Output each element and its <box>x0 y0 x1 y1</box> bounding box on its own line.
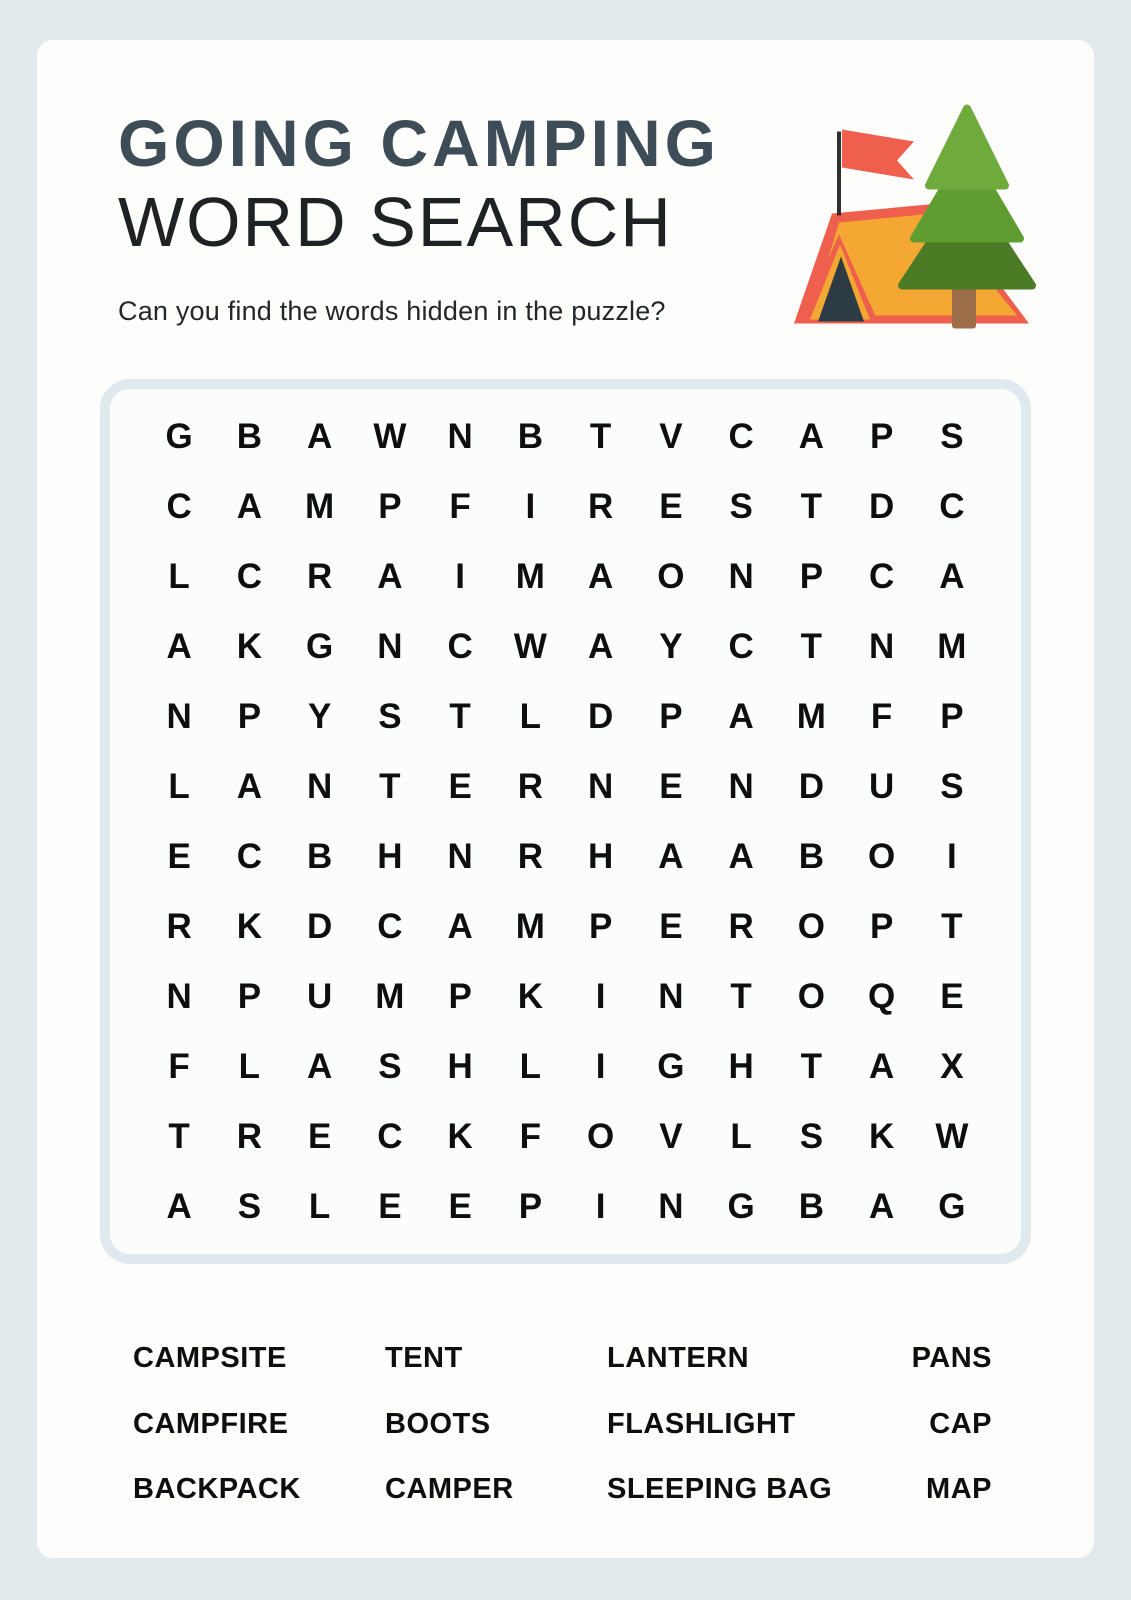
grid-letter-r1c7: T <box>589 417 612 456</box>
word-list-item-backpack: BACKPACK <box>133 1473 301 1505</box>
grid-letter-r9c2: P <box>237 977 262 1016</box>
grid-letter-r10c5: H <box>447 1047 473 1086</box>
grid-letter-r8c6: M <box>515 907 545 946</box>
grid-letter-r9c12: E <box>940 977 964 1016</box>
grid-letter-r4c3: G <box>306 627 334 666</box>
grid-letter-r12c11: A <box>868 1187 895 1226</box>
grid-letter-r9c3: U <box>306 977 333 1016</box>
grid-letter-r8c9: R <box>728 907 754 946</box>
grid-letter-r7c10: B <box>798 837 825 876</box>
grid-letter-r3c9: N <box>728 557 754 596</box>
grid-letter-r3c12: A <box>939 557 965 596</box>
grid-letter-r5c7: D <box>587 697 614 736</box>
grid-letter-r9c5: P <box>448 977 472 1016</box>
grid-letter-r6c6: R <box>517 767 544 806</box>
grid-letter-r9c8: N <box>658 977 684 1016</box>
grid-letter-r4c12: M <box>937 627 967 666</box>
grid-letter-r10c1: F <box>168 1047 190 1086</box>
grid-letter-r9c4: M <box>375 977 405 1016</box>
grid-letter-r1c8: V <box>659 417 683 456</box>
grid-letter-r2c1: C <box>166 487 192 526</box>
grid-letter-r11c1: T <box>168 1117 190 1156</box>
grid-letter-r3c2: C <box>236 557 263 596</box>
grid-letter-r3c10: P <box>799 557 824 596</box>
grid-letter-r2c4: P <box>378 487 402 526</box>
grid-letter-r9c6: K <box>517 977 544 1016</box>
grid-letter-r10c2: L <box>238 1047 261 1086</box>
word-list-item-lantern: LANTERN <box>607 1342 750 1374</box>
grid-letter-r7c1: E <box>167 837 191 876</box>
worksheet-page <box>37 40 1094 1558</box>
grid-letter-r5c2: P <box>237 697 262 736</box>
grid-letter-r10c8: G <box>657 1047 685 1086</box>
grid-letter-r11c12: W <box>935 1117 969 1156</box>
grid-letter-r5c3: Y <box>307 697 332 736</box>
grid-letter-r6c5: E <box>448 767 472 806</box>
grid-letter-r10c12: X <box>940 1047 964 1086</box>
grid-letter-r8c3: D <box>306 907 333 946</box>
grid-letter-r1c9: C <box>728 417 754 456</box>
grid-letter-r7c6: R <box>517 837 544 876</box>
puzzle-instructions: Can you find the words hidden in the puzzle? <box>118 296 666 326</box>
grid-letter-r2c2: A <box>236 487 263 526</box>
word-list-item-campsite: CAMPSITE <box>133 1342 287 1374</box>
word-list-item-camper: CAMPER <box>385 1473 514 1505</box>
grid-letter-r5c6: L <box>519 697 542 736</box>
grid-letter-r12c4: E <box>378 1187 402 1226</box>
grid-letter-r8c12: T <box>941 907 963 946</box>
grid-letter-r1c11: P <box>869 417 894 456</box>
grid-letter-r11c7: O <box>587 1117 615 1156</box>
grid-letter-r4c6: W <box>513 627 547 666</box>
grid-letter-r12c10: B <box>798 1187 825 1226</box>
grid-letter-r7c8: A <box>658 837 684 876</box>
word-search-grid-card <box>100 379 1031 1264</box>
grid-letter-r10c3: A <box>306 1047 333 1086</box>
grid-letter-r5c10: M <box>796 697 826 736</box>
grid-letter-r4c4: N <box>377 627 403 666</box>
grid-letter-r3c8: O <box>657 557 685 596</box>
grid-letter-r7c4: H <box>377 837 403 876</box>
grid-letter-r8c10: O <box>797 907 825 946</box>
grid-letter-r1c5: N <box>447 417 473 456</box>
grid-letter-r8c11: P <box>869 907 894 946</box>
grid-letter-r1c4: W <box>373 417 407 456</box>
grid-letter-r3c6: M <box>515 557 545 596</box>
grid-letter-r1c12: S <box>940 417 964 456</box>
grid-letter-r11c9: L <box>730 1117 752 1156</box>
grid-letter-r4c11: N <box>868 627 895 666</box>
grid-letter-r11c2: R <box>236 1117 263 1156</box>
grid-letter-r11c5: K <box>447 1117 473 1156</box>
page-title-line1: GOING CAMPING <box>118 106 721 180</box>
grid-letter-r4c7: A <box>587 627 614 666</box>
grid-letter-r2c3: M <box>305 487 335 526</box>
word-list-item-map: MAP <box>926 1473 992 1505</box>
flag-icon <box>839 130 914 216</box>
grid-letter-r7c5: N <box>447 837 473 876</box>
grid-letter-r5c11: F <box>870 697 893 736</box>
grid-letter-r7c9: A <box>728 837 754 876</box>
grid-letter-r3c3: R <box>306 557 333 596</box>
grid-letter-r2c8: E <box>659 487 683 526</box>
grid-letter-r7c3: B <box>306 837 333 876</box>
grid-letter-r4c8: Y <box>659 627 683 666</box>
grid-letter-r12c5: E <box>448 1187 472 1226</box>
grid-letter-r12c7: I <box>595 1187 606 1226</box>
grid-letter-r12c1: A <box>166 1187 192 1226</box>
grid-letter-r2c9: S <box>729 487 753 526</box>
word-list-item-pans: PANS <box>911 1342 992 1374</box>
grid-letter-r12c9: G <box>727 1187 755 1226</box>
grid-letter-r1c3: A <box>306 417 333 456</box>
word-list-item-cap: CAP <box>929 1407 992 1440</box>
grid-letter-r4c1: A <box>166 627 192 666</box>
grid-letter-r6c2: A <box>236 767 263 806</box>
grid-letter-r8c4: C <box>377 907 403 946</box>
grid-letter-r5c1: N <box>166 697 192 736</box>
word-list <box>133 1343 992 1540</box>
grid-letter-r6c10: D <box>798 767 825 806</box>
grid-letter-r2c12: C <box>939 487 965 526</box>
grid-letter-r8c8: E <box>659 907 683 946</box>
grid-letter-r2c5: F <box>449 487 471 526</box>
word-list-item-sleeping-bag: SLEEPING BAG <box>607 1473 833 1505</box>
word-search-letter-grid <box>110 389 1021 1254</box>
grid-letter-r2c11: D <box>868 487 895 526</box>
grid-letter-r11c10: S <box>799 1117 824 1156</box>
word-list-item-boots: BOOTS <box>385 1407 491 1440</box>
grid-letter-r12c2: S <box>237 1187 262 1226</box>
grid-letter-r6c9: N <box>728 767 754 806</box>
camping-tent-and-tree-illustration <box>789 100 1039 338</box>
grid-letter-r2c10: T <box>800 487 823 526</box>
grid-letter-r10c4: S <box>378 1047 402 1086</box>
grid-letter-r12c6: P <box>518 1187 543 1226</box>
grid-letter-r2c6: I <box>525 487 536 526</box>
grid-letter-r1c6: B <box>517 417 544 456</box>
grid-letter-r7c7: H <box>587 837 614 876</box>
word-list-item-campfire: CAMPFIRE <box>133 1407 289 1440</box>
grid-letter-r1c1: G <box>165 417 193 456</box>
grid-letter-r4c10: T <box>800 627 823 666</box>
grid-letter-r10c10: T <box>800 1047 823 1086</box>
grid-letter-r7c11: O <box>868 837 896 876</box>
grid-letter-r5c8: P <box>659 697 683 736</box>
grid-letter-r10c7: I <box>595 1047 606 1086</box>
grid-letter-r7c12: I <box>947 837 957 876</box>
grid-letter-r5c12: P <box>940 697 964 736</box>
grid-letter-r6c12: S <box>940 767 964 806</box>
grid-letter-r3c11: C <box>868 557 895 596</box>
grid-letter-r7c2: C <box>236 837 263 876</box>
grid-letter-r6c7: N <box>587 767 614 806</box>
grid-letter-r11c8: V <box>659 1117 683 1156</box>
grid-letter-r9c11: Q <box>868 977 896 1016</box>
grid-letter-r6c3: N <box>306 767 333 806</box>
grid-letter-r5c4: S <box>378 697 402 736</box>
grid-letter-r6c8: E <box>659 767 683 806</box>
grid-letter-r11c3: E <box>307 1117 332 1156</box>
grid-letter-r9c9: T <box>730 977 752 1016</box>
word-list-item-flashlight: FLASHLIGHT <box>607 1407 796 1440</box>
grid-letter-r10c6: L <box>519 1047 542 1086</box>
grid-letter-r12c8: N <box>658 1187 684 1226</box>
grid-letter-r11c11: K <box>868 1117 895 1156</box>
grid-letter-r4c9: C <box>728 627 754 666</box>
grid-letter-r4c2: K <box>236 627 263 666</box>
grid-letter-r2c7: R <box>587 487 614 526</box>
grid-letter-r10c11: A <box>868 1047 895 1086</box>
grid-letter-r1c2: B <box>236 417 263 456</box>
grid-letter-r6c11: U <box>868 767 895 806</box>
grid-letter-r4c5: C <box>447 627 473 666</box>
grid-letter-r8c7: P <box>588 907 613 946</box>
grid-letter-r3c1: L <box>168 557 190 596</box>
grid-letter-r1c10: A <box>798 417 825 456</box>
word-list-item-tent: TENT <box>385 1342 463 1374</box>
grid-letter-r9c1: N <box>166 977 192 1016</box>
grid-letter-r8c2: K <box>236 907 263 946</box>
grid-letter-r3c7: A <box>587 557 614 596</box>
grid-letter-r3c5: I <box>455 557 465 596</box>
grid-letter-r6c4: T <box>379 767 401 806</box>
page-title-line2: WORD SEARCH <box>118 183 673 261</box>
grid-letter-r11c6: F <box>519 1117 542 1156</box>
grid-letter-r6c1: L <box>168 767 190 806</box>
grid-letter-r12c12: G <box>938 1187 966 1226</box>
grid-letter-r9c7: I <box>595 977 606 1016</box>
grid-letter-r10c9: H <box>728 1047 754 1086</box>
grid-letter-r3c4: A <box>377 557 403 596</box>
grid-letter-r12c3: L <box>308 1187 331 1226</box>
grid-letter-r8c1: R <box>166 907 192 946</box>
grid-letter-r5c5: T <box>449 697 471 736</box>
grid-letter-r5c9: A <box>728 697 754 736</box>
grid-letter-r9c10: O <box>797 977 825 1016</box>
grid-letter-r8c5: A <box>447 907 473 946</box>
grid-letter-r11c4: C <box>377 1117 403 1156</box>
